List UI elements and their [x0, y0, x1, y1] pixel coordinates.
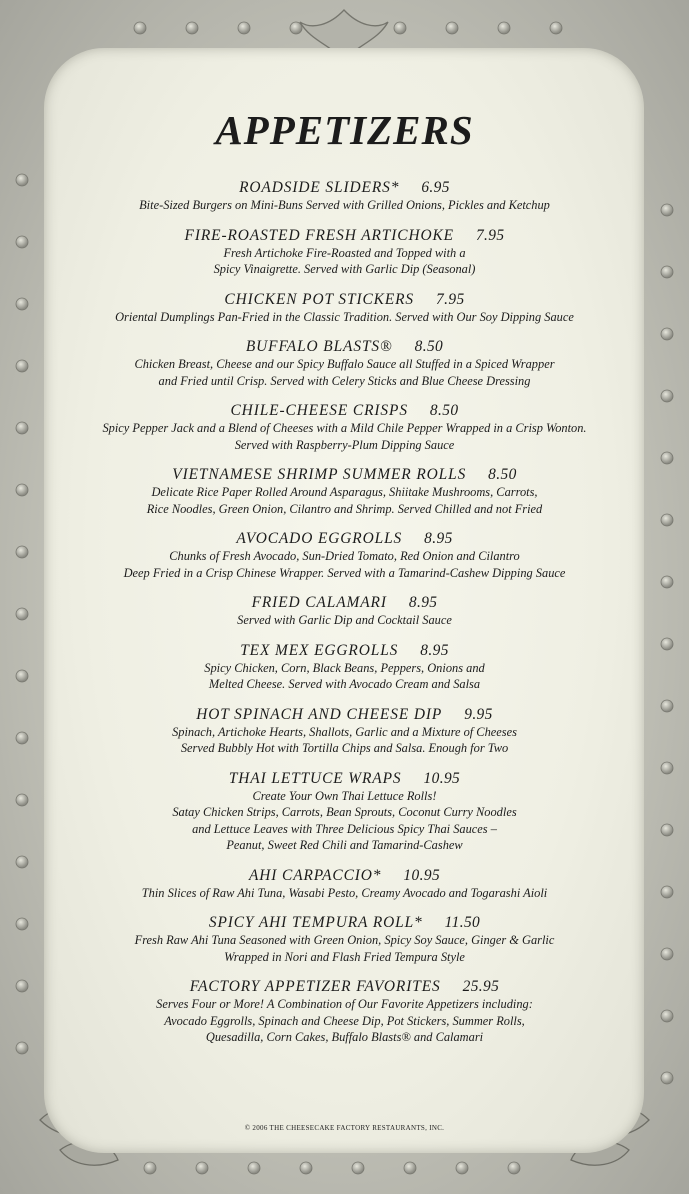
menu-item — [0, 769, 689, 854]
border-bead — [196, 1162, 208, 1174]
menu-item-name: FACTORY APPETIZER FAVORITES — [189, 978, 441, 995]
menu-item-description-line: Create Your Own Thai Lettuce Rolls! — [252, 788, 437, 803]
border-bead — [508, 1162, 520, 1174]
menu-item-heading — [0, 866, 689, 885]
border-bead — [550, 22, 562, 34]
menu-item-heading — [0, 226, 689, 245]
menu-item-description-line: Melted Cheese. Served with Avocado Cream and Salsa — [208, 677, 481, 691]
menu-item-description-line: Quesadilla, Corn Cakes, Buffalo Blasts® and Calamari — [205, 1030, 484, 1044]
menu-item-heading — [0, 593, 689, 612]
menu-item-price: 8.95 — [424, 530, 453, 547]
border-bead — [134, 22, 146, 34]
menu-item — [0, 465, 689, 517]
menu-item-description-line: Wrapped in Nori and Flash Fried Tempura Style — [224, 949, 465, 964]
menu-item-description-line: Avocado Eggrolls, Spinach and Cheese Dip, Pot Stickers, Summer Rolls, — [164, 1013, 525, 1028]
border-bead — [186, 22, 198, 34]
menu-item — [0, 977, 689, 1046]
menu-item-heading — [0, 769, 689, 788]
border-bead — [300, 1162, 312, 1174]
border-bead — [498, 22, 510, 34]
menu-item-description-line: Served with Raspberry-Plum Dipping Sauce — [234, 437, 455, 452]
menu-item — [0, 866, 689, 902]
border-bead — [404, 1162, 416, 1174]
menu-item-heading — [0, 705, 689, 724]
menu-item-name: CHILE-CHEESE CRISPS — [230, 402, 408, 419]
menu-item-description-line: Fresh Artichoke Fire-Roasted and Topped with a — [223, 245, 466, 260]
menu-item-price: 10.95 — [403, 866, 441, 884]
menu-item-price: 8.50 — [429, 402, 459, 419]
menu-item-heading — [0, 977, 689, 996]
menu-item-price: 25.95 — [462, 978, 500, 995]
menu-item-price: 8.95 — [420, 641, 449, 659]
menu-item-description-line: Rice Noodles, Green Onion, Cilantro and Shrimp. Served Chilled and not Fried — [146, 501, 543, 516]
menu-item-description-line: Serves Four or More! A Combination of Our Favorite Appetizers including: — [156, 997, 533, 1011]
menu-item-heading — [0, 465, 689, 484]
menu-item-price: 8.95 — [408, 594, 438, 611]
border-bead — [144, 1162, 156, 1174]
menu-item-heading — [0, 401, 689, 420]
menu-item-price: 11.50 — [444, 914, 481, 931]
menu-item-description-line: Served Bubbly Hot with Tortilla Chips and Salsa. Enough for Two — [180, 741, 509, 755]
menu-item-list — [0, 178, 689, 1058]
menu-item-description-line: Fresh Raw Ahi Tuna Seasoned with Green Onion, Spicy Soy Sauce, Ginger & Garlic — [134, 933, 555, 947]
menu-item-name: AVOCADO EGGROLLS — [236, 530, 403, 547]
menu-item-name: TEX MEX EGGROLLS — [240, 641, 399, 659]
menu-item-price: 6.95 — [421, 179, 450, 196]
menu-item-heading — [0, 290, 689, 309]
menu-item-description-line: Served with Garlic Dip and Cocktail Sauce — [237, 613, 452, 627]
menu-item-name: FRIED CALAMARI — [251, 594, 387, 611]
menu-item-heading — [0, 178, 689, 197]
border-bead — [394, 22, 406, 34]
menu-item — [0, 178, 689, 214]
menu-item-description-line: Peanut, Sweet Red Chili and Tamarind-Cashew — [226, 838, 463, 852]
border-bead — [446, 22, 458, 34]
menu-item-description-line: Deep Fried in a Crisp Chinese Wrapper. Served with a Tamarind-Cashew Dipping Sauce — [123, 565, 566, 580]
menu-item-name: FIRE-ROASTED FRESH ARTICHOKE — [184, 226, 454, 244]
menu-item-name: ROADSIDE SLIDERS* — [239, 179, 400, 196]
menu-item-name: SPICY AHI TEMPURA ROLL* — [208, 914, 423, 931]
menu-item-price: 7.95 — [436, 290, 465, 308]
page-title: APPETIZERS — [215, 107, 474, 153]
menu-item-name: BUFFALO BLASTS® — [245, 338, 393, 355]
menu-item — [0, 401, 689, 453]
menu-item — [0, 226, 689, 278]
menu-item-description-line: Oriental Dumplings Pan-Fried in the Classic Tradition. Served with Our Soy Dipping Sauce — [115, 309, 574, 324]
menu-item — [0, 705, 689, 757]
menu-item-description-line: Spicy Vinaigrette. Served with Garlic Dip (Seasonal) — [213, 262, 476, 276]
menu-item — [0, 337, 689, 389]
menu-item-name: THAI LETTUCE WRAPS — [228, 769, 402, 787]
menu-item-description-line: Chicken Breast, Cheese and our Spicy Buffalo Sauce all Stuffed in a Spiced Wrapper — [134, 357, 555, 371]
copyright-notice: © 2006 THE CHEESECAKE FACTORY RESTAURANTS, INC. — [244, 1124, 445, 1132]
border-bead — [661, 1072, 673, 1084]
menu-item-price: 9.95 — [464, 705, 493, 723]
menu-item-name: AHI CARPACCIO* — [248, 866, 382, 884]
menu-item-description-line: Thin Slices of Raw Ahi Tuna, Wasabi Pesto, Creamy Avocado and Togarashi Aioli — [141, 885, 548, 900]
menu-item-price: 7.95 — [475, 226, 505, 244]
menu-item-name: HOT SPINACH AND CHEESE DIP — [196, 705, 443, 723]
border-bead — [248, 1162, 260, 1174]
menu-item-description-line: Spicy Pepper Jack and a Blend of Cheeses with a Mild Chile Pepper Wrapped in a Crisp Wonton. — [102, 421, 587, 435]
menu-item — [0, 290, 689, 326]
menu-item-description-line: Chunks of Fresh Avocado, Sun-Dried Tomato, Red Onion and Cilantro — [169, 549, 520, 563]
menu-item-heading — [0, 913, 689, 932]
menu-item-description-line: Spicy Chicken, Corn, Black Beans, Peppers, Onions and — [204, 660, 485, 675]
menu-item-description-line: and Lettuce Leaves with Three Delicious Spicy Thai Sauces – — [192, 821, 497, 836]
menu-item — [0, 593, 689, 629]
border-bead — [238, 22, 250, 34]
menu-item-price: 10.95 — [423, 769, 461, 787]
menu-item-price: 8.50 — [414, 338, 444, 355]
menu-item-description-line: Bite-Sized Burgers on Mini-Buns Served with Grilled Onions, Pickles and Ketchup — [139, 198, 550, 212]
menu-item — [0, 529, 689, 581]
border-bead — [352, 1162, 364, 1174]
menu-item — [0, 641, 689, 693]
menu-item-description-line: Spinach, Artichoke Hearts, Shallots, Garlic and a Mixture of Cheeses — [172, 724, 517, 739]
border-bead — [290, 22, 302, 34]
menu-item-price: 8.50 — [488, 466, 517, 483]
menu-item-name: VIETNAMESE SHRIMP SUMMER ROLLS — [172, 466, 467, 483]
border-bead — [456, 1162, 468, 1174]
menu-item-description-line: and Fried until Crisp. Served with Celery Sticks and Blue Cheese Dressing — [158, 373, 531, 388]
menu-item-heading — [0, 641, 689, 660]
menu-item-heading — [0, 529, 689, 548]
menu-item — [0, 913, 689, 965]
menu-item-name: CHICKEN POT STICKERS — [224, 290, 415, 308]
menu-item-heading — [0, 337, 689, 356]
menu-item-description-line: Satay Chicken Strips, Carrots, Bean Sprouts, Coconut Curry Noodles — [172, 805, 517, 819]
menu-item-description-line: Delicate Rice Paper Rolled Around Asparagus, Shiitake Mushrooms, Carrots, — [151, 485, 538, 499]
